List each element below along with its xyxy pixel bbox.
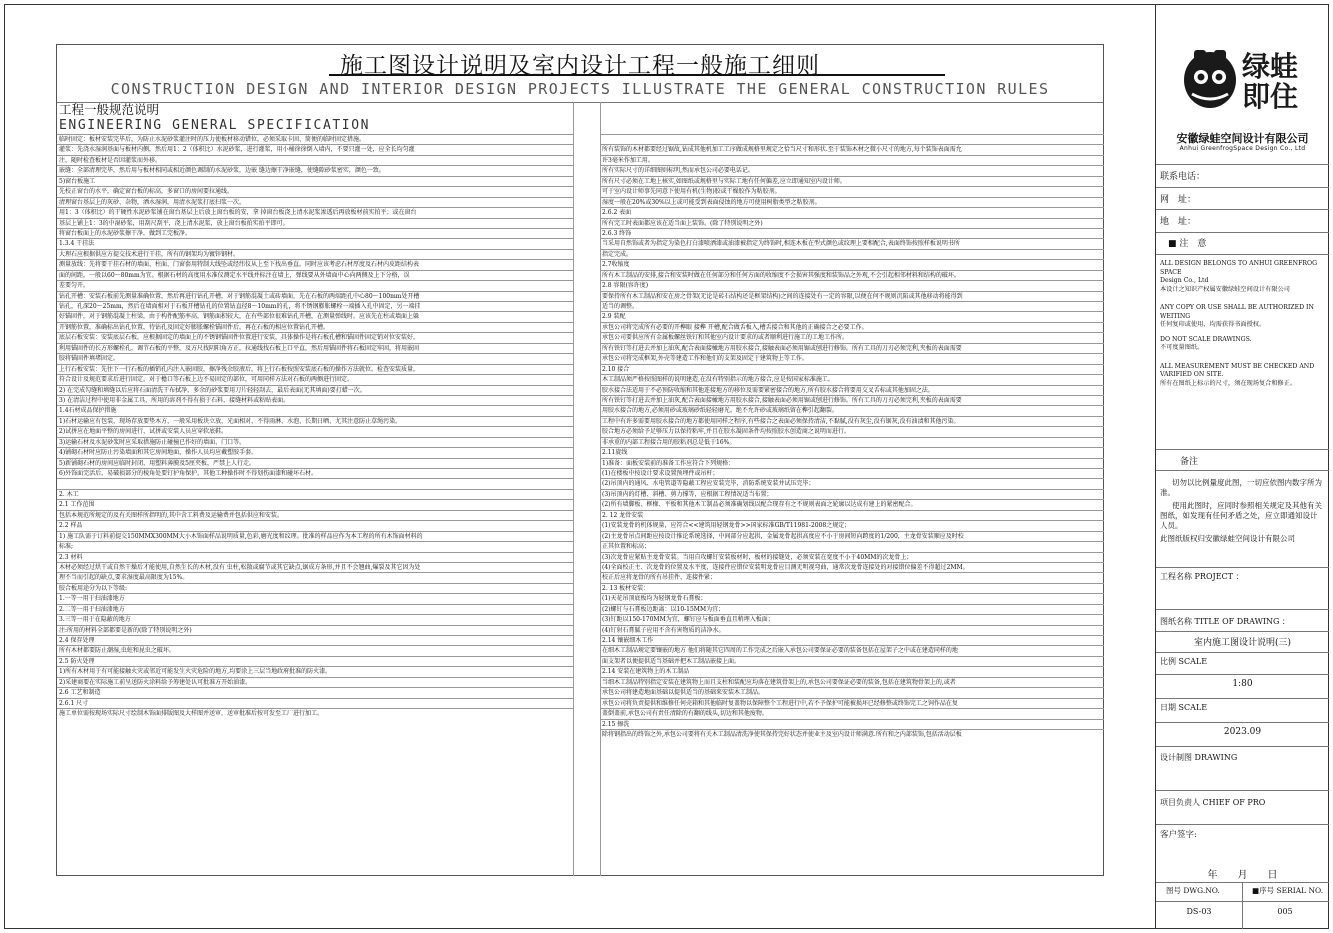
- address-label: 地 址：: [1160, 217, 1197, 227]
- project-label: 工程名称 PROJECT ：: [1160, 572, 1244, 581]
- spec-row: [57, 478, 573, 488]
- spec-row: 包括本规范所规定的及有关图样所指明的,其中含工料费及运输费并包括供应和安装。: [57, 510, 573, 520]
- date-value: 2023.09: [1223, 727, 1262, 737]
- divider: [1156, 746, 1329, 747]
- remarks-text: [1160, 478, 1324, 544]
- spec-row: 2.4 保存处理: [57, 635, 573, 645]
- company-name: 安徽绿蛙空间设计有限公司: [1176, 132, 1309, 145]
- spec-row: 嵌缝：全部清理完毕，然后用与板材相同或相近颜色调制的水泥砂浆，边嵌 缝边擦干净嵌缝，使缝隙砂浆密实，颜色一致。: [57, 165, 573, 175]
- spec-row: 承包公司要供应所有金属板螺丝铁钉和其他室内设计要求的或者顺利进行施工的工地工作所。: [600, 332, 1104, 342]
- spec-row: 2. 12 龙骨安装: [600, 510, 1104, 520]
- remarks-line: 此图纸版权归安徽绿蛙空间设计有限公司: [1160, 534, 1295, 543]
- left-column: [57, 102, 573, 719]
- spec-row: 1.一等一用于扫油漆地方: [57, 593, 573, 603]
- spec-row: 除将钢指出的终饰之外,承包公司要将有关木工制品清洗净使其保持完好状态并使业主及室内设计师满意.所有和之内部装饰,包括活动层板: [600, 729, 1104, 739]
- spec-row: 3) 在清洁过程中使用非金属工具，所用的溶剂不得有损于石料，接缝材料或粘贴表面。: [57, 395, 573, 405]
- spec-row: 面的间距，一般以60～80mm为宜。根据石材的高度用水准仪测定水平线并标注在墙上，弹线要从外墙面中心向两侧及上下分格，误: [57, 270, 573, 280]
- spec-row: (4)全面校正主、次龙骨的位置及水平度，连接件应错位安装明龙骨应目测无明视弯曲，通常次龙骨连接处的对接错位偏差不得超过2MM。: [600, 562, 1104, 572]
- spec-row: 2.6.2 表面: [600, 207, 1104, 217]
- spec-row: 要保持所有木工制品和安在房之骨架(无论是砖石结构还是框架结构)之间的连接处有一定的容限,以便在何不规则沉陷或其他移动将能得到: [600, 291, 1104, 301]
- divider: [1156, 674, 1329, 675]
- spec-row: 可于室内设计师事先同意下使用有机(生物)胶或干燥胶作为粘胶剂。: [600, 186, 1104, 196]
- divider: [1156, 698, 1329, 699]
- section-title: 工程一般规范说明: [59, 102, 160, 117]
- scale-value: 1:80: [1232, 679, 1253, 689]
- spec-row: 所有木材都要防止潮湿,虫蛀和昆虫之破坏。: [57, 645, 573, 655]
- spec-row: 基层上铺上1：3的中湿砂浆，用刮尺刮平，浇上清水泥浆，放上窗台板拍实拍平即可。: [57, 218, 573, 228]
- spec-row: 木工制品须严格按照图样的说明建造,在没有特别指示的地方接合,应是按国家标准施工。: [600, 374, 1104, 384]
- spec-row: (2)所有墙脚板、框椽、平板和其他木工制品必须准确划线以配合现存有之不规则表面之轮廓以达成有建上的紧密配合。: [600, 499, 1104, 509]
- spec-row: 当采用自然饰或者为指定为染色打白漆喷洒漆或油漆被指定为终饰时,相连木板在型式颜色或纹理上要相配合,表面终饰按照样板说明书所: [600, 238, 1104, 248]
- spec-row: 指定完成。: [600, 249, 1104, 259]
- spec-row: 许3毫米作加工用。: [600, 155, 1104, 165]
- spec-row: 胶合地方必须给予足够压力以保持粘牢,并且在胶水凝固条件均按照胶水创造商之说明而进行。: [600, 426, 1104, 436]
- dwg-label: 图号 DWG.NO.: [1166, 886, 1220, 895]
- spec-row: 适当的调整。: [600, 301, 1104, 311]
- spec-row: 测量放线：先将要干挂石材的墙面、柱面、门窗套用特制大线坠或经纬仪从上至下找出垂直。同时应该考虑石材厚度及石材内皮距结构表: [57, 259, 573, 269]
- svg-text:绿蛙: 绿蛙: [1242, 50, 1299, 83]
- spec-row: 胶合板用途分为以下等级:: [57, 583, 573, 593]
- spec-row: 2.6.3 终饰: [600, 228, 1104, 238]
- divider: [1156, 164, 1329, 165]
- divider: [1156, 470, 1329, 471]
- spec-row: (3)钉距以150-170MM为宜，螺钉应与板面垂直且稍埋入板面；: [600, 614, 1104, 624]
- company-name-en: Anhui GreenfrogSpace Design Co., Ltd: [1179, 145, 1306, 152]
- spec-row: 承包公司将负责提供和维修任何壳箱和其他临时复盖物以保障整个工程进行中,若不予保护可能被损坏已经修整或终饰完工之饲作品在复: [600, 698, 1104, 708]
- spec-row: 1.3.4 干挂法: [57, 238, 573, 248]
- spec-row: 施工单位需按现场实际尺寸绘制木饰面排版图及大样图并送审，送审批准后按可发至工厂进行加工。: [57, 708, 573, 718]
- spec-row: 将窗台板面上的水泥砂浆擦干净，做到工完板净。: [57, 228, 573, 238]
- serial-value: 005: [1277, 907, 1293, 916]
- spec-row: 先校正窗台的水平，确定窗台板的标高，多窗口的房间要拉通线。: [57, 186, 573, 196]
- spec-row: 用1：3（体积比）的干硬性水泥砂浆铺在窗台基层上后放上窗台板的安，拿 掉窗台板浇上清水泥浆渗透后再放板材前实拍平；或在窗台: [57, 207, 573, 217]
- spec-row: 1)石材运输应有包装，现场存放要垫木方，一般采用板块立放，光面相对，不得雨淋、水泡、长期日晒、尤其注意防止草绳污染。: [57, 416, 573, 426]
- spec-row: 所有铁钉等打进去并加上油灰,配合表面接橄地方用胶水接合,接触表面必须用锯或刨进行修饰。所有工具的刀刃必须完利,夹板的表面需要: [600, 343, 1104, 353]
- spec-row: 所有铁钉等打进去并加上油灰,配合表面接橄地方用胶水接合,接触表面必须用锯或刨进行修饰。所有工具的刀刃必须完利,夹板的表面需要: [600, 395, 1104, 405]
- spec-row: 1) 施工队需于订料前提交150MMX300MM大小木饰面样品说明质量,色彩,磨光度和纹理。批准的样品应作为本工程的所有木饰面材料的: [57, 531, 573, 541]
- section-title-en: ENGINEERING GENERAL SPECIFICATION: [59, 118, 371, 133]
- spec-row: 标准;: [57, 541, 573, 551]
- spec-row: 所有完工时表面都应该在适当面上装饰。(除了特别说明之外): [600, 218, 1104, 228]
- spec-row: 注，随时检查板材是否因灌浆而外移。: [57, 155, 573, 165]
- spec-row: 2.14 镶嵌细木工作: [600, 635, 1104, 645]
- divider: [1156, 449, 1329, 450]
- spec-row: 1)准备：面板安装前的准备工作应符合下列规格：: [600, 458, 1104, 468]
- divider: [1156, 209, 1329, 210]
- spec-row: (3)吊顶内的灯槽、斜槽、剪力撑等，应根据工程情况适当布置；: [600, 489, 1104, 499]
- spec-row: (3)次龙骨应紧贴主龙骨安装。当用自攻螺钉安装板材时，板材的接缝处，必须安装在宽度不小于40MM的次龙骨上；: [600, 552, 1104, 562]
- spec-row: 2.11旋线: [600, 447, 1104, 457]
- spec-row: (4)钉射石膏腻子应用不含有害物质的洁净水。: [600, 625, 1104, 635]
- spec-row: [600, 134, 1104, 144]
- spec-row: 当细木工制品特别指定安装在建筑物上而且支柱和装配应均落在建筑骨架上的,承包公司要保证必要的装备,包括在建筑物骨架上的,或者: [600, 677, 1104, 687]
- spec-row: (2)螺钉与石膏板边距离：以10-15MM为宜；: [600, 604, 1104, 614]
- spec-row: 2.二等一用于扫油漆地方: [57, 604, 573, 614]
- divider: [1156, 824, 1329, 825]
- spec-row: 2.14 安装在建筑物上的木工制品: [600, 666, 1104, 676]
- serial-label-text: 序号 SERIAL NO.: [1259, 886, 1324, 895]
- website-label: 网 址：: [1160, 195, 1197, 205]
- spec-row: 2) 在完成勾缝和填缝以后应将石面清洗干布拭净，多余的砂浆要用刀片轻轻刮去，最后表面(无其填面)要打蜡一次。: [57, 385, 573, 395]
- spec-row: 湿度一般在20%或30%以上或可能受到表面侵蚀的地方可使用树脂类型之粘胶剂。: [600, 197, 1104, 207]
- divider: [1156, 187, 1329, 188]
- spec-row: 2.9 装配: [600, 311, 1104, 321]
- spec-row: 灌浆：先浇水湿润基面与板材内侧，然后用1：2（体积比）水泥砂浆，进行灌浆，用小桶徐徐倒入墙内，不要只灌一处，应全长均匀灌: [57, 144, 573, 154]
- spec-row: 胶将锚固件填堵固定。: [57, 353, 573, 363]
- spec-row: 清理窗台基层上的灰砂、杂物，洒水湿润，用清水泥浆打底扫浆一次。: [57, 197, 573, 207]
- column-divider: [573, 102, 574, 876]
- notice-line: VARIFIED ON SITE.: [1160, 371, 1224, 378]
- date-sign: 年 月 日: [1207, 870, 1278, 881]
- divider: [1156, 254, 1329, 255]
- right-column: [600, 102, 1104, 739]
- spec-row: 2. 13 板材安装：: [600, 583, 1104, 593]
- spec-row: 5)窗台板施工: [57, 176, 573, 186]
- spec-row: 承包公司将建造地面基础以提供适当的基础来安装木工制品。: [600, 687, 1104, 697]
- spec-row: 在细木工制品规定要镶嵌的地方 他们将随其它四周的工作完成之后嵌入承包公司要保证必要的装备包括在屋架子之中或在建造同样的地: [600, 645, 1104, 655]
- spec-row: 2.5 防火处理: [57, 656, 573, 666]
- spec-row: 差要匀开。: [57, 280, 573, 290]
- page-title-en: CONSTRUCTION DESIGN AND INTERIOR DESIGN PROJECTS ILLUSTRATE THE GENERAL CONSTRUCTION RULES: [110, 80, 1050, 98]
- serial-label: ■序号 SERIAL NO.: [1252, 886, 1324, 895]
- notice-line: Design Co., Ltd: [1160, 277, 1209, 284]
- spec-row: 所有木工制品的安排,接合和安装时做在任何部分和任何方面的收缩度不会损害其强度和装饰品之外观,不会引起相邻材料和结构的破坏。: [600, 270, 1104, 280]
- divider: [1156, 722, 1329, 723]
- dwg-value: DS-03: [1186, 907, 1212, 916]
- spec-row: (2)吊顶内的通风、水电管道等隐蔽工程应安装完毕，消防系统安装并试压完毕；: [600, 478, 1104, 488]
- spec-row: (1)天花吊顶底板均为轻钢龙骨石膏板；: [600, 593, 1104, 603]
- spec-row: 钻孔开槽：安装石板前先测量准确位置，然后再进行钻孔开槽，对于钢筋混凝土或砖墙面，先在石板的两端距孔中心80～100mm处开槽: [57, 291, 573, 301]
- date-label: 日期 SCALE: [1160, 703, 1208, 712]
- notice-title: ■ 注 意: [1168, 239, 1207, 249]
- spec-row: 利用锚固件的长方形螺栓孔，调节石板的平整，及方尺找阴阳角方正，拉通线找石板上口平直，然后用锚固件将石板固定牢固，将用嵌固: [57, 343, 573, 353]
- spec-row: 面支架者以便提供适当基础并把木工制品嵌接上面。: [600, 656, 1104, 666]
- company-logo: [1174, 44, 1324, 114]
- spec-row: 正其位置和标高；: [600, 541, 1104, 551]
- title-block: [1155, 4, 1329, 929]
- spec-row: 木材必须经过烘干或自然干燥后才能使用,自然生长的木材,没有 虫柱,松散或腐节或其它缺点,锯成方条形,并且不会翘曲,爆裂及其它因为处: [57, 562, 573, 572]
- main-content: [56, 44, 1104, 876]
- drawing-name: 室内施工图设计说明(三): [1193, 638, 1292, 648]
- spec-row: 3)运输石材及水泥砂浆时应采取措施防止碰撞已作好的墙面、门口等。: [57, 437, 573, 447]
- spec-row: 承包公司将完成所有必要的开榫眼 接榫 开槽,配合做舌板入,槽舌接合和其他的正确接合之必要工作。: [600, 322, 1104, 332]
- spec-row: 2.6 工艺和制造: [57, 687, 573, 697]
- divider: [1156, 652, 1329, 653]
- spec-row: 2.7收缩度: [600, 259, 1104, 269]
- spec-row: 6)外饰面完活后，易破损部分的棱角处要钉护角保护，其他工种操作时不得划伤面漆和碰坏石材。: [57, 468, 573, 478]
- spec-row: 注:所用的材料全部都要是新的(除了特别说明之外): [57, 625, 573, 635]
- spec-row: 2.6.1 尺寸: [57, 698, 573, 708]
- divider: [1156, 567, 1329, 568]
- svg-text:即住: 即住: [1242, 80, 1299, 113]
- divider: [1156, 790, 1329, 791]
- spec-row: 用胶水接合的地方,必须用砂或玻璃砂纸轻轻磨光。绝不允许砂或玻璃纸留在榫引起翻裂。: [600, 405, 1104, 415]
- spec-row: (1)在楼板中按设计要求设置预埋件或吊杆；: [600, 468, 1104, 478]
- spec-row: 工程中有许多需要用胶水接合的地方都使用同样之程序,有些接合之表面必须保持清洁,不黏腻,没有灰尘,没有锯灰,没有油渍和其他污染。: [600, 416, 1104, 426]
- spec-row: 临时固定：板材安装完毕后，为防止水泥砂浆灌注时的压力使板材移动错位，必须采取卡固、简便的临时固定措施。: [57, 134, 573, 144]
- spec-row: 所有装饰的木材都要经过锯故,钻成其他机加工工序做成规格里规定之恰当尺寸和形状.至于装饰木材之微小尺寸的地方,每个装饰表面需允: [600, 144, 1104, 154]
- spec-row: 钻孔，孔深20～25mm，然后在墙面相对于石板开槽钻孔的位置钻直径8～10mm的孔，将不锈钢膨胀螺栓一端插入孔中固定，另一端挂: [57, 301, 573, 311]
- page-title: 施工图设计说明及室内设计工程一般施工细则: [340, 53, 820, 79]
- designer-label: 设计制图 DRAWING: [1160, 753, 1238, 762]
- spec-row: 2.2 样品: [57, 520, 573, 530]
- spec-row: 非承重的内部工程接合用的胶粘剂总是低于16%。: [600, 437, 1104, 447]
- spec-row: 校正后应将龙骨的所有吊挂件、连接件紧；: [600, 572, 1104, 582]
- divider: [1156, 609, 1329, 610]
- spec-row: 上行石板安装：先往下一行石板的插销孔内注入嵌固胶，擦净残余胶液后，将上行石板按照安装底石板的操作方法就位。检查安装质量，: [57, 364, 573, 374]
- spec-row: (1)安装龙骨的机体规量，应符合<<建筑用轻钢龙骨>>国家标准GB/T11981-2008之规定；: [600, 520, 1104, 530]
- divider: [1156, 232, 1329, 233]
- spec-row: 好锚固件，对于钢筋混凝土柱梁，由于构件配筋率高，钢筋面积较大，在有些部位很难钻孔开槽，在测量弹线时，应该先在柱或墙面上躲: [57, 311, 573, 321]
- drawing-label: 图纸名称 TITLE OF DRAWING ：: [1160, 617, 1290, 626]
- spec-row: 所有实际尺寸的详细图则标明,然而承包公司必要电话记。: [600, 165, 1104, 175]
- spec-row: (2)主龙骨吊点间距应按设计推论系统选择，中间部分应起拱，金属龙骨起拱高度应不小于房间短向跨度的1/200，主龙骨安装顺应及时校: [600, 531, 1104, 541]
- divider: [1156, 631, 1329, 632]
- spec-row: 2.15 擦洗: [600, 719, 1104, 729]
- remarks-title: 备注: [1180, 457, 1199, 467]
- scale-label: 比例 SCALE: [1160, 657, 1208, 666]
- remarks-line: 使用此图时，应同时参照相关规定及其他有关图纸，如发现有任何矛盾之处，应立即通知设计人员。: [1160, 501, 1322, 530]
- title-underline: [329, 74, 945, 76]
- spec-row: 所有尺寸必须在工地上核实,如图纸或规格里与实际工地有任何偏差,应立即通知室内设计师。: [600, 176, 1104, 186]
- notice-line: ALL MEASUREMENT MUST BE CHECKED AND: [1160, 362, 1315, 370]
- contact-label: 联系电话：: [1160, 172, 1206, 182]
- spec-row: 1)所有木材用于有可能接触火灾或邻近可能发生火灾危险的地方,均要涂上三层当地政府批准的防火漆。: [57, 666, 573, 676]
- spec-row: 2.1 工作范围: [57, 499, 573, 509]
- client-label: 客户签字:: [1160, 830, 1197, 840]
- spec-row: 符合设计及规范要求后进行固定。对于檐口等石板上边不易固定的部位，可用同样方法对石板的两侧进行固定。: [57, 374, 573, 384]
- notice-line: ALL DESIGN BELONGS TO ANHUI GREENFROG SPACE: [1160, 260, 1318, 276]
- spec-row: 2.10 接合: [600, 364, 1104, 374]
- spec-row: 2. 木工: [57, 489, 573, 499]
- spec-row: 2.3 材料: [57, 552, 573, 562]
- notice-line: 任何复印或使用，均需获得书面授权。: [1160, 321, 1266, 328]
- notice-line: 本设计之知识产权属安徽绿蛙空间设计有限公司: [1160, 285, 1290, 293]
- spec-row: 2)采建商要在实际施工前呈送防火涂料给予筹建处认可批准方开始油漆。: [57, 677, 573, 687]
- chief-label: 项目负责人 CHIEF OF PRO: [1160, 798, 1266, 807]
- notice-line: 所有在图纸上标示的尺寸，须在现场复合和修正。: [1160, 379, 1297, 387]
- notice-text: [1160, 260, 1324, 388]
- spec-row: 理不当而引起的缺点,要求湿度最高限度为15%。: [57, 572, 573, 582]
- spec-row: 2)试拼应在地面平整的房间进行，试拼或安装人员应穿软底鞋。: [57, 426, 573, 436]
- spec-row: 4)铺砌石材时应防止污染墙面和其它房间地面，操作人员均应戴塑胶手套。: [57, 447, 573, 457]
- spec-row: 开钢筋位置，准确标出钻孔位置，待钻孔及固定好膨胀螺栓锚固件后，再在石板的相应位置钻孔开槽。: [57, 322, 573, 332]
- notice-title-text: 注 意: [1179, 239, 1207, 249]
- spec-row: 盖倒盖前,承包公司有责任清除的有翻的线头,切边和其他废物。: [600, 708, 1104, 718]
- notice-line: ANY COPY OR USE SHALL BE AUTHORIZED IN WEITING: [1160, 304, 1314, 320]
- spec-row: 胶水接合法适用于不必预防收缩和其他连接地方的移位及需要紧密接合的地方,所有胶水接合将要用交叉舌标或其他加固之法。: [600, 385, 1104, 395]
- notice-line: 不可度量图纸。: [1160, 344, 1204, 351]
- spec-row: 2.8 容限(容许度): [600, 280, 1104, 290]
- divider: [1156, 901, 1329, 902]
- spec-row: 3.三等一用于在隐蔽的地方: [57, 614, 573, 624]
- spec-row: 底层石板安装：安装底层石板，应根据固定的墙面上的不锈钢锚固件位置进行安装，具体操作是将石板孔槽和锚固件固定销对位安装好，: [57, 332, 573, 342]
- spec-row: 承包公司将完成框架,外壳等建造工作和他们的支架及固定于建筑物上等工作。: [600, 353, 1104, 363]
- remarks-line: 切勿以比例量度此图，一切应依图内数字所为准。: [1160, 478, 1322, 497]
- spec-row: 1.4石材成品保护措施: [57, 405, 573, 415]
- spec-row: 5)新铺砌石材的房间应临时封闭，用塑料薄膜及5厘夹板，严禁上人行走。: [57, 458, 573, 468]
- spec-row: 大理石应根据供应方提交技术进行干挂，所有的钢架均为镀锌钢材。: [57, 249, 573, 259]
- notice-line: DO NOT SCALE DRAWINGS.: [1160, 335, 1252, 343]
- divider: [1242, 882, 1243, 929]
